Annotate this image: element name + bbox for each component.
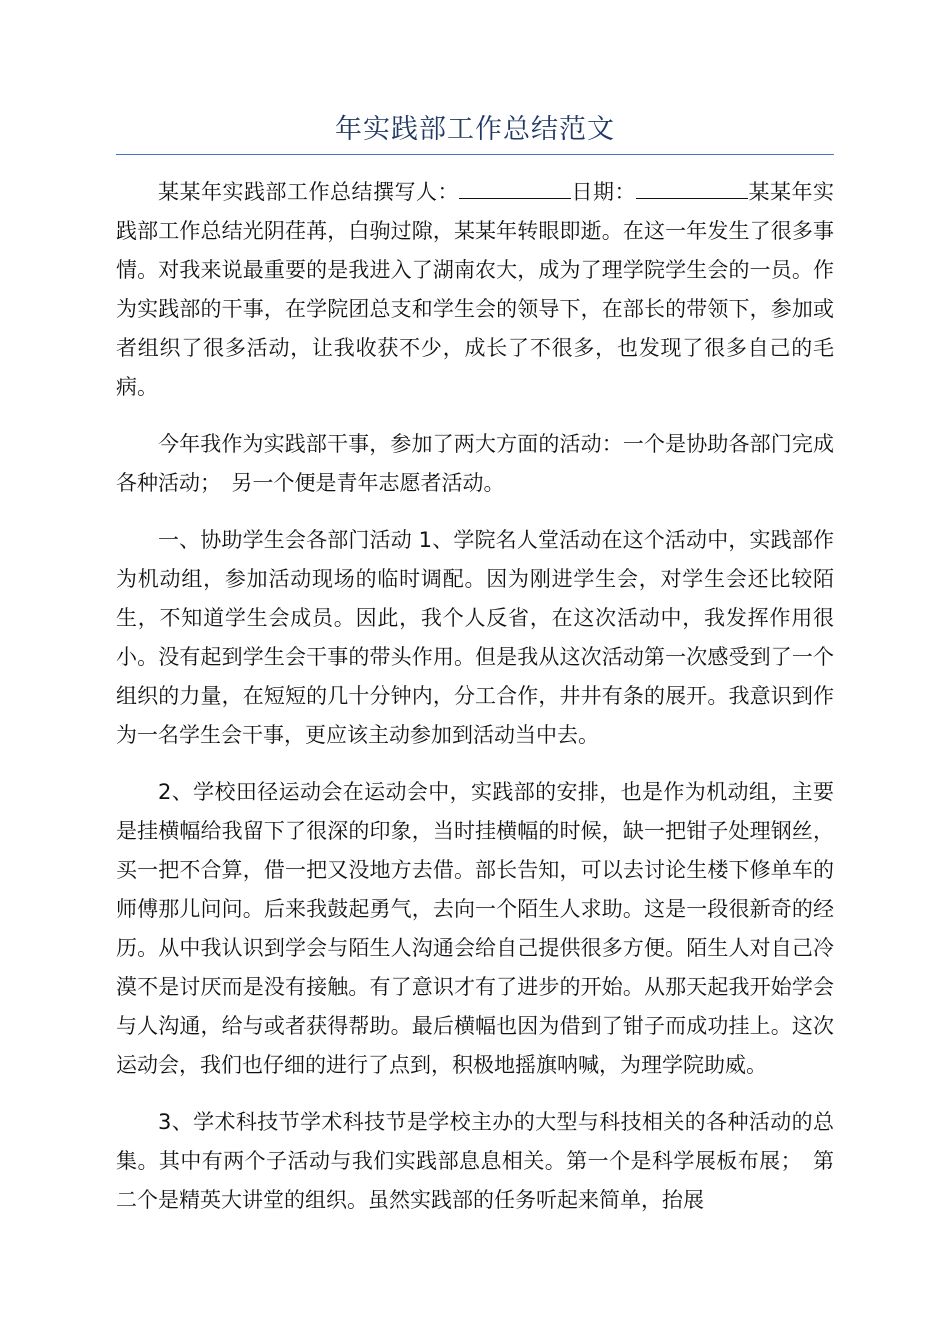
date-blank xyxy=(636,178,748,199)
paragraph-section-2: 2、学校田径运动会在运动会中，实践部的安排，也是作为机动组，主要是挂横幅给我留下了很深的印象，当时挂横幅的时候，缺一把钳子处理钢丝，买一把不合算，借一把又没地方去借。部长告知，可以去讨论生楼下修单车的师傅那儿问问。后来我鼓起勇气，去向一个陌生人求助。这是一段很新奇的经历。从中我认识到学会与陌生人沟通会给自己提供很多方便。陌生人对自己冷漠不是讨厌而是没有接触。有了意识才有了进步的开始。从那天起我开始学会与人沟通，给与或者获得帮助。最后横幅也因为借到了钳子而成功挂上。这次运动会，我们也仔细的进行了点到，积极地摇旗呐喊，为理学院助威。 xyxy=(116,780,834,1077)
title-underline xyxy=(116,154,834,155)
paragraph-section-3: 3、学术科技节学术科技节是学校主办的大型与科技相关的各种活动的总集。其中有两个子活动与我们实践部息息相关。第一个是科学展板布展； 第二个是精英大讲堂的组织。虽然实践部的任务听起来简单，抬展 xyxy=(116,1110,834,1212)
paragraph-overview: 今年我作为实践部干事，参加了两大方面的活动：一个是协助各部门完成各种活动； 另一个便是青年志愿者活动。 xyxy=(116,432,834,495)
author-blank xyxy=(459,178,571,199)
document-body xyxy=(116,173,834,1238)
document-title: 年实践部工作总结范文 xyxy=(335,114,615,145)
paragraph-intro xyxy=(116,173,834,407)
author-label: 某某年实践部工作总结撰写人： xyxy=(158,180,459,204)
intro-text: 某某年实践部工作总结光阴荏苒，白驹过隙，某某年转眼即逝。在这一年发生了很多事情。对我来说最重要的是我进入了湖南农大，成为了理学院学生会的一员。作为实践部的干事，在学院团总支和学生会的领导下，在部长的带领下，参加或者组织了很多活动，让我收获不少，成长了不很多，也发现了很多自己的毛病。 xyxy=(116,180,834,399)
paragraph-section-1: 一、协助学生会各部门活动 1、学院名人堂活动在这个活动中，实践部作为机动组，参加活动现场的临时调配。因为刚进学生会，对学生会还比较陌生，不知道学生会成员。因此，我个人反省，在这次活动中，我发挥作用很小。没有起到学生会干事的带头作用。但是我从这次活动第一次感受到了一个组织的力量，在短短的几十分钟内，分工合作，井井有条的展开。我意识到作为一名学生会干事，更应该主动参加到活动当中去。 xyxy=(116,528,834,747)
date-label: 日期： xyxy=(571,180,636,204)
